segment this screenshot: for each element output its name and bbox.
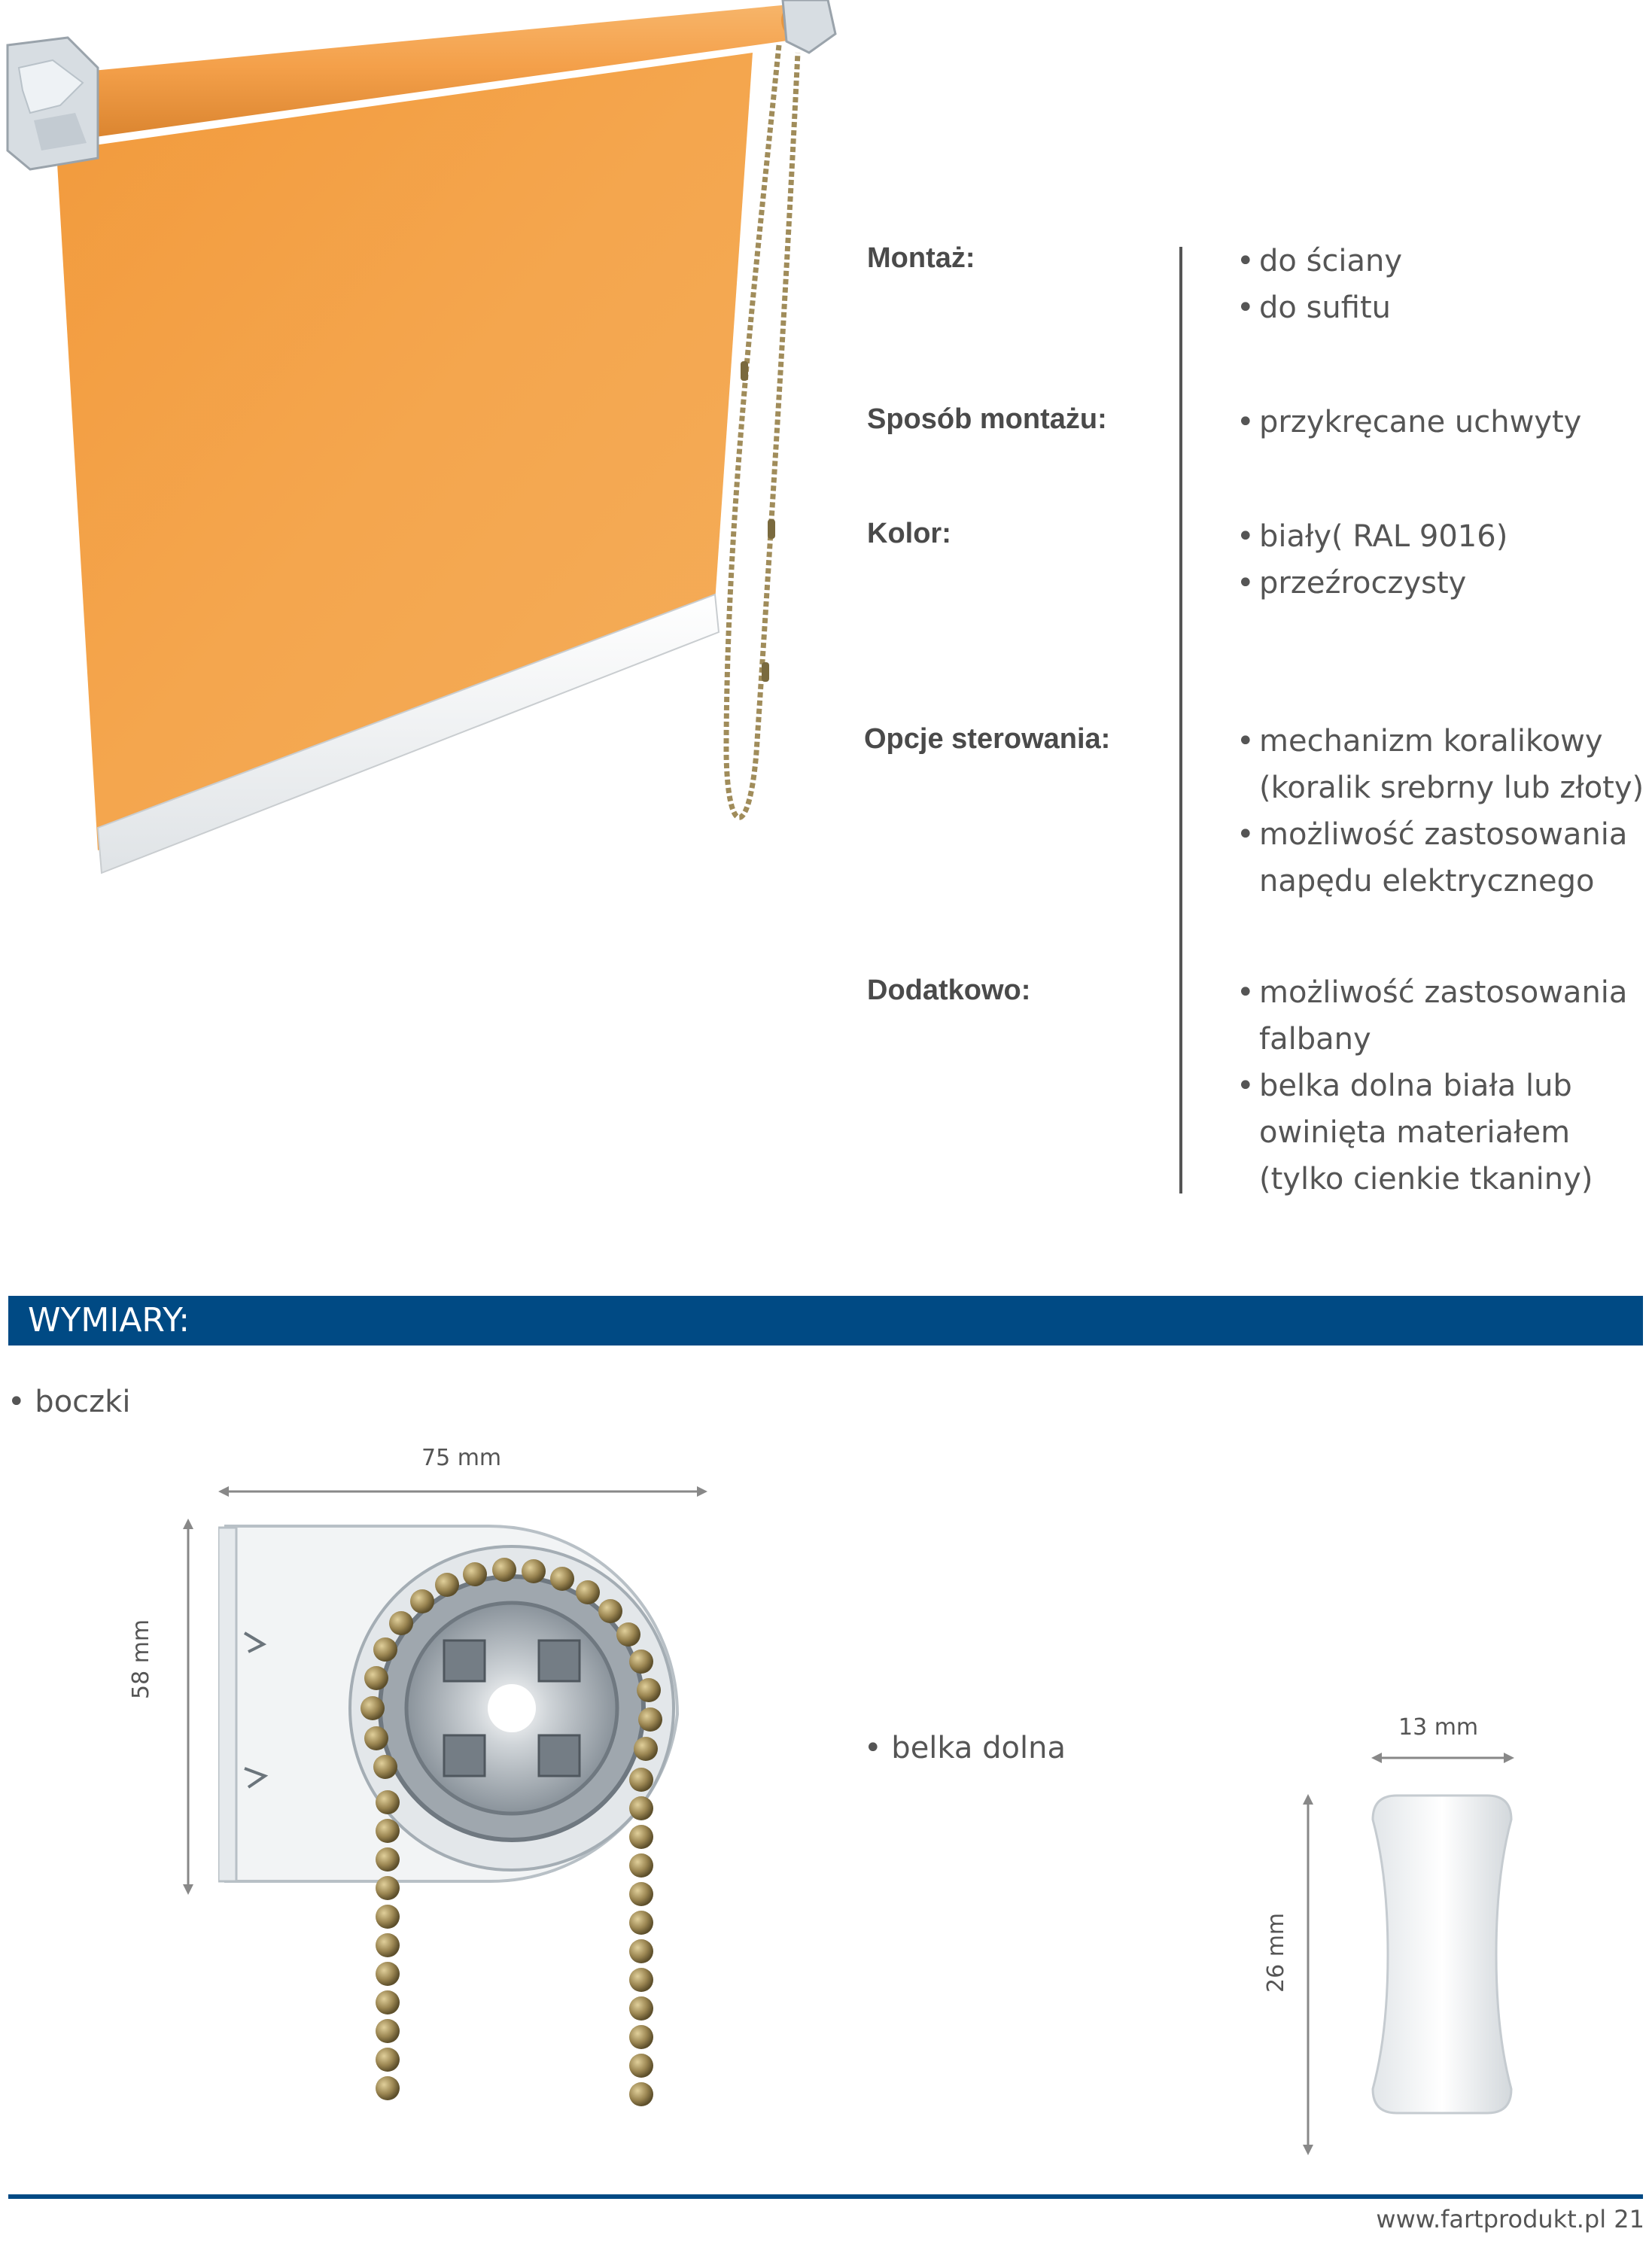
section-title: WYMIARY: [28,1301,190,1339]
spec-value-continuation: falbany [1259,1022,1371,1057]
side-bracket-drawing [218,1520,730,2122]
spec-value-continuation: napędu elektrycznego [1259,864,1595,899]
spec-label-sposob-montazu: Sposób montażu: [867,403,1107,435]
belka-width-label: 13 mm [1398,1714,1479,1741]
spec-values-montaz [1237,238,1402,331]
spec-value: • do ściany [1237,238,1402,284]
belka-height-arrow [1299,1794,1317,2155]
section-header-bar [8,1296,1643,1346]
spec-values-dodatkowo [1237,969,1627,1203]
spec-value-continuation: (tylko cienkie tkaniny) [1259,1162,1593,1197]
spec-divider [1179,247,1182,1193]
footer-line [8,2194,1643,2199]
spec-value-continuation: owinięta materiałem [1259,1115,1571,1150]
footer-url[interactable]: www.fartprodukt.pl 21 [1376,2205,1644,2233]
spec-value-continuation: (koralik srebrny lub złoty) [1259,771,1644,805]
spec-label-opcje-sterowania: Opcje sterowania: [864,723,1111,755]
belka-dolna-label: • belka dolna [864,1731,1066,1765]
spec-label-kolor: Kolor: [867,518,951,549]
bottom-rail-profile [1367,1792,1517,2116]
spec-values-sposob-montazu [1237,399,1581,445]
spec-value: • przykręcane uchwyty [1237,399,1581,445]
right-bracket [783,0,835,53]
belka-height-label: 26 mm [1263,1912,1289,1993]
spec-value: • możliwość zastosowania [1237,811,1644,858]
spec-value: • przeźroczysty [1237,560,1507,607]
spec-values-opcje-sterowania [1237,718,1644,905]
boczki-height-label: 58 mm [128,1619,154,1699]
left-bracket [8,38,98,169]
boczki-width-label: 75 mm [421,1445,502,1471]
roller-blind-illustration [0,0,850,903]
spec-value: • mechanizm koralikowy [1237,718,1644,765]
spec-value: • możliwość zastosowania [1237,969,1627,1016]
belka-width-arrow [1371,1749,1514,1767]
spec-label-montaz: Montaż: [867,242,975,274]
spec-value: • belka dolna biała lub [1237,1063,1627,1109]
spec-value: • biały( RAL 9016) [1237,513,1507,560]
boczki-height-arrow [179,1519,197,1895]
spec-values-kolor [1237,513,1507,607]
boczki-label: • boczki [8,1385,131,1419]
spec-value: • do sufitu [1237,284,1402,331]
spec-label-dodatkowo: Dodatkowo: [867,975,1031,1006]
boczki-width-arrow [218,1482,707,1501]
